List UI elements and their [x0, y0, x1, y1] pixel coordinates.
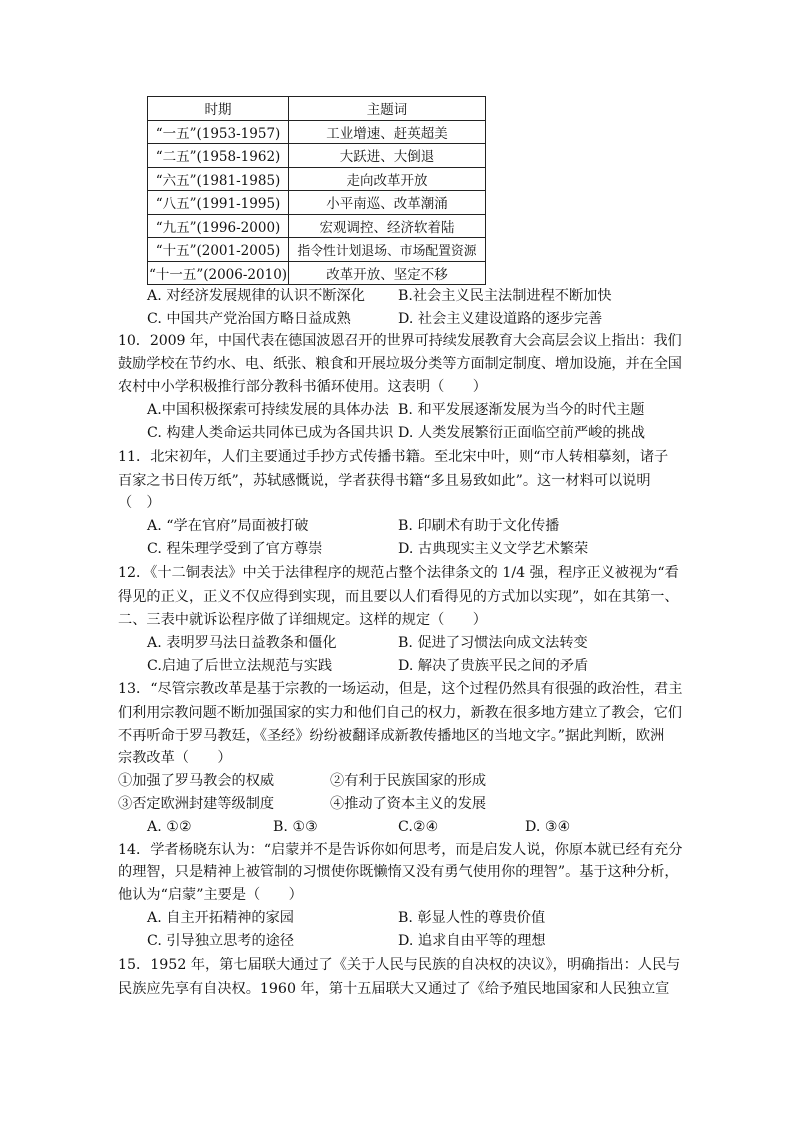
- q12-option-c[interactable]: C.启迪了后世立法规范与实践: [147, 658, 333, 674]
- q13-item-4: ④推动了资本主义的发展: [330, 796, 487, 812]
- q11-option-a[interactable]: A. “学在官府”局面被打破: [147, 518, 309, 534]
- table-header-row: [148, 97, 486, 121]
- q14-stem-line: 他认为“启蒙”主要是（ ）: [118, 887, 303, 903]
- table-cell-theme: 工业增速、赶英超美: [289, 120, 486, 144]
- q11-stem-line: 11．北宋初年，人们主要通过手抄方式传播书籍。至北宋中叶，则“市人转相摹刻，诸子: [118, 449, 669, 465]
- q12-option-d[interactable]: D. 解决了贵族平民之间的矛盾: [398, 658, 589, 674]
- table-cell-theme: 改革开放、坚定不移: [289, 261, 486, 285]
- q13-option-b[interactable]: B. ①③: [273, 819, 318, 835]
- table-cell-period: “二五”(1958-1962): [148, 144, 289, 168]
- q10-stem-line: 10．2009 年，中国代表在德国波恩召开的世界可持续发展教育大会高层会议上指出：我们: [118, 333, 682, 349]
- table-cell-theme: 小平南巡、改革潮涌: [289, 191, 486, 215]
- q11-option-c[interactable]: C. 程朱理学受到了官方尊崇: [147, 541, 323, 557]
- q14-stem-line: 14．学者杨晓东认为：“启蒙并不是告诉你如何思考，而是启发人说，你原本就已经有充分: [118, 842, 683, 858]
- table-cell-period: “六五”(1981-1985): [148, 167, 289, 191]
- table-row: [148, 120, 486, 144]
- table-cell-period: “一五”(1953-1957): [148, 120, 289, 144]
- q14-option-a[interactable]: A. 自主开拓精神的家园: [147, 910, 294, 926]
- q12-stem-line: 得见的正义，正义不仅应得到实现，而且要以人们看得见的方式加以实现”，如在其第一、: [118, 589, 679, 605]
- q10-option-b[interactable]: B. 和平发展逐渐发展为当今的时代主题: [398, 402, 645, 418]
- q10-option-d[interactable]: D. 人类发展繁衍正面临空前严峻的挑战: [398, 425, 645, 441]
- q11-option-d[interactable]: D. 古典现实主义文学艺术繁荣: [398, 541, 589, 557]
- q14-option-d[interactable]: D. 追求自由平等的理想: [398, 933, 546, 949]
- table-row: [148, 261, 486, 285]
- q9-option-c[interactable]: C. 中国共产党治国方略日益成熟: [147, 311, 351, 327]
- table-row: [148, 214, 486, 238]
- table-cell-theme: 指令性计划退场、市场配置资源: [289, 238, 486, 262]
- q13-stem-line: 们利用宗教问题不断加强国家的实力和他们自己的权力，新教在很多地方建立了教会，它们: [118, 705, 682, 721]
- q10-stem-line: 农村中小学积极推行部分教科书循环使用。这表明（ ）: [118, 379, 487, 395]
- q15-stem-line: 15．1952 年，第七届联大通过了《关于人民与民族的自决权的决议》，明确指出：人民与: [118, 957, 681, 973]
- q13-item-1: ①加强了罗马教会的权威: [118, 773, 275, 789]
- table-cell-period: “十一五”(2006-2010): [148, 261, 289, 285]
- q11-stem-line: （ ）: [118, 495, 161, 511]
- q10-option-c[interactable]: C. 构建人类命运共同体已成为各国共识: [147, 425, 394, 441]
- table-cell-period: “八五”(1991-1995): [148, 191, 289, 215]
- q9-option-b[interactable]: B.社会主义民主法制进程不断加快: [398, 288, 612, 304]
- table-header-theme: 主题词: [289, 97, 486, 121]
- q13-option-d[interactable]: D. ③④: [525, 819, 571, 835]
- q12-stem-line: 二、三表中就诉讼程序做了详细规定。这样的规定（ ）: [118, 612, 487, 628]
- q12-option-b[interactable]: B. 促进了习惯法向成文法转变: [398, 635, 588, 651]
- q12-option-a[interactable]: A. 表明罗马法日益教条和僵化: [147, 635, 337, 651]
- q13-item-2: ②有利于民族国家的形成: [330, 773, 487, 789]
- q14-option-c[interactable]: C. 引导独立思考的途径: [147, 933, 295, 949]
- q9-option-d[interactable]: D. 社会主义建设道路的逐步完善: [398, 311, 603, 327]
- q14-option-b[interactable]: B. 彰显人性的尊贵价值: [398, 910, 546, 926]
- q11-stem-line: 百家之书日传万纸”，苏轼感慨说，学者获得书籍“多且易致如此”。这一材料可以说明: [118, 473, 651, 489]
- q12-stem-line: 12．《十二铜表法》中关于法律程序的规范占整个法律条文的 1/4 强，程序正义被视为“看: [118, 565, 679, 581]
- q13-stem-line: 13．“尽管宗教改革是基于宗教的一场运动，但是，这个过程仍然具有很强的政治性，君主: [118, 681, 683, 697]
- table-cell-theme: 大跃进、大倒退: [289, 144, 486, 168]
- q13-stem-line: 宗教改革（ ）: [118, 750, 232, 766]
- q10-stem-line: 鼓励学校在节约水、电、纸张、粮食和开展垃圾分类等方面制定制度、增加设施，并在全国: [118, 356, 682, 372]
- q9-option-a[interactable]: A. 对经济发展规律的认识不断深化: [147, 288, 365, 304]
- q13-stem-line: 不再听命于罗马教廷，《圣经》纷纷被翻译成新教传播地区的当地文字。”据此判断，欧洲: [118, 728, 665, 744]
- table-row: [148, 238, 486, 262]
- q14-stem-line: 的理智，只是精神上被管制的习惯使你既懒惰又没有勇气使用你的理智”。基于这种分析，: [118, 864, 679, 880]
- table-cell-theme: 走向改革开放: [289, 167, 486, 191]
- q10-option-a[interactable]: A.中国积极探索可持续发展的具体办法: [147, 402, 389, 418]
- table-cell-period: “九五”(1996-2000): [148, 214, 289, 238]
- q11-option-b[interactable]: B. 印刷术有助于文化传播: [398, 518, 560, 534]
- q15-stem-line: 民族应先享有自决权。1960 年，第十五届联大又通过了《给予殖民地国家和人民独立宣: [118, 981, 670, 997]
- period-theme-table: [147, 96, 486, 285]
- q13-item-3: ③否定欧洲封建等级制度: [118, 796, 275, 812]
- q13-option-a[interactable]: A. ①②: [147, 819, 192, 835]
- table-cell-theme: 宏观调控、经济软着陆: [289, 214, 486, 238]
- table-row: [148, 167, 486, 191]
- table-row: [148, 144, 486, 168]
- q13-option-c[interactable]: C.②④: [398, 819, 439, 835]
- table-row: [148, 191, 486, 215]
- table-header-period: 时期: [148, 97, 289, 121]
- table-cell-period: “十五”(2001-2005): [148, 238, 289, 262]
